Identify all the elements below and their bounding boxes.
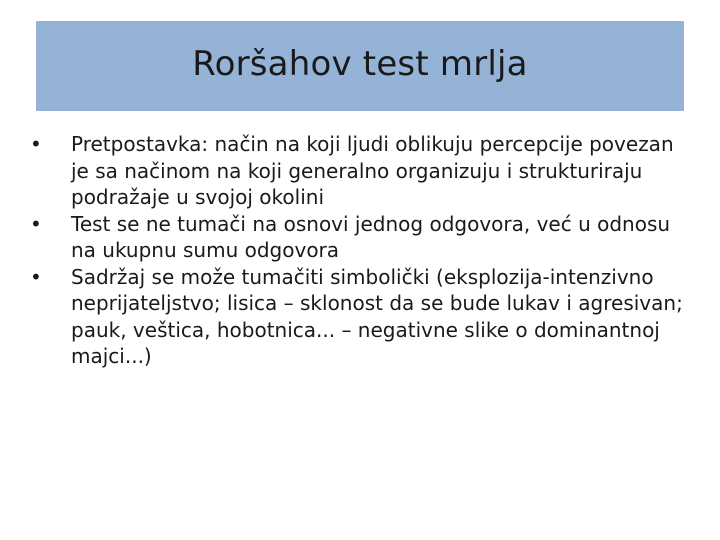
slide-title: Roršahov test mrlja bbox=[192, 44, 528, 84]
bullet-text-2: Test se ne tumači na osnovi jednog odgovora, već u odnosu na ukupnu sumu odgovora bbox=[71, 211, 671, 262]
bullet-marker: • bbox=[30, 132, 42, 156]
bullet-list bbox=[30, 131, 690, 370]
bullet-item-1 bbox=[30, 131, 690, 211]
bullet-text-1: Pretpostavka: način na koji ljudi oblikuju percepcije povezan je sa načinom na koji generalno organizuju i strukturiraju podražaje u svojoj okolini bbox=[71, 132, 674, 209]
bullet-text-3: Sadržaj se može tumačiti simbolički (eksplozija-intenzivno neprijateljstvo; lisica – sklonost da se bude lukav i agresivan; pauk, veštica, hobotnica... – negativne slike o dominantnoj majci...) bbox=[71, 264, 683, 368]
bullet-item-3 bbox=[30, 264, 690, 370]
title-bar bbox=[36, 21, 684, 111]
bullet-marker: • bbox=[30, 264, 42, 289]
bullet-marker: • bbox=[30, 211, 42, 236]
bullet-item-2 bbox=[30, 211, 690, 264]
